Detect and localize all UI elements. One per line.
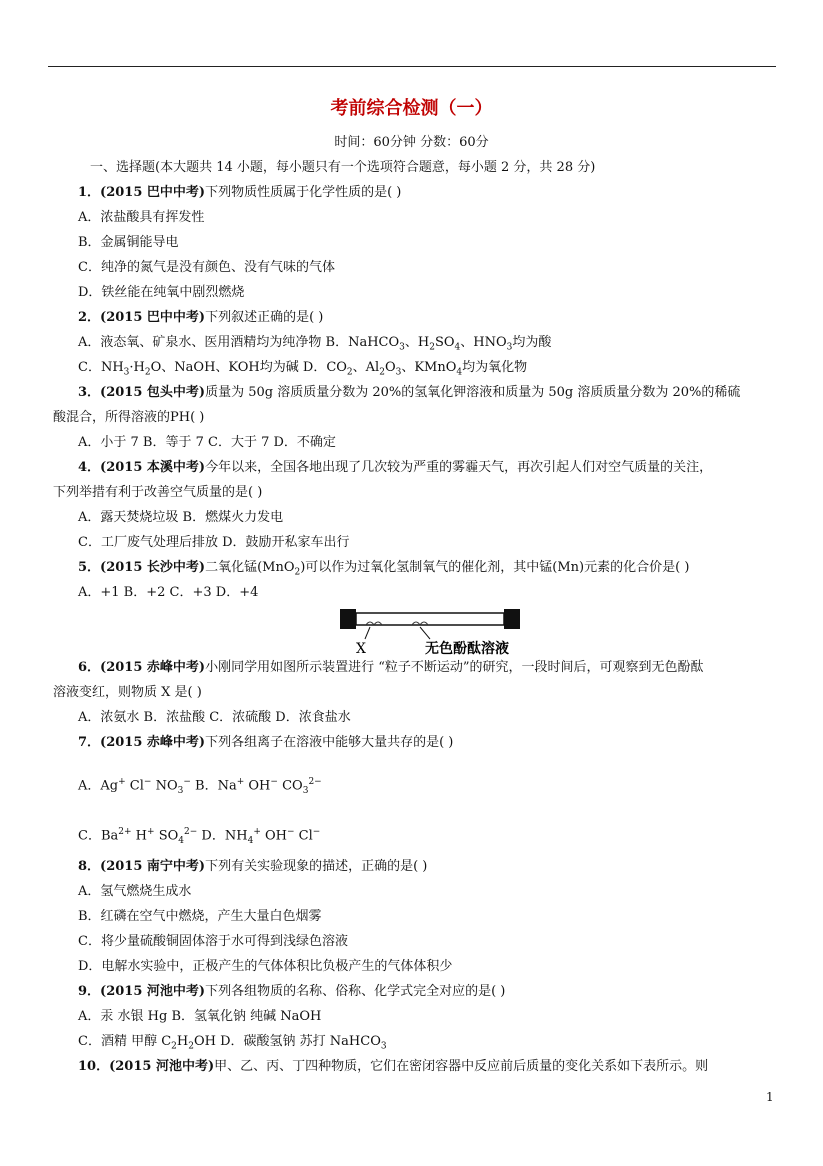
solution-pointer: [420, 627, 430, 639]
x-pointer: [365, 627, 370, 639]
right-stopper: [504, 609, 520, 629]
q6-options: A．浓氨水 B．浓盐酸 C．浓硫酸 D．浓食盐水: [78, 710, 351, 725]
q7-options-cd: C．$Ba^{2+}$ H+ $SO_4^{2-}$ D．$NH_4^+$ OH− Cl−: [78, 827, 321, 846]
question-6-cont: 溶液变红，则物质 X 是( ): [53, 685, 202, 700]
q1-option-b: B．金属铜能导电: [78, 235, 179, 250]
question-2: 2．(2015 巴中中考)下列叙述正确的是( ): [78, 310, 324, 325]
question-3: 3．(2015 包头中考)质量为 50g 溶质质量分数为 20%的氢氧化钾溶液和质量为 50g 溶质质量分数为 20%的稀硫: [78, 385, 741, 400]
q9-options-cd: C．酒精 甲醇 $C_2H_2OH$ D．碳酸氢钠 苏打 NaHCO$_3$: [78, 1034, 387, 1052]
experiment-figure: [330, 605, 530, 657]
page-number: 1: [766, 1090, 774, 1104]
label-solution: 无色酚酞溶液: [425, 641, 509, 657]
question-9: 9．(2015 河池中考)下列各组物质的名称、俗称、化学式完全对应的是( ): [78, 984, 506, 999]
q2-options-ab: A．液态氧、矿泉水、医用酒精均为纯净物 B．NaHCO$_3$、$H_2SO_4$、$HNO_3$均为酸: [78, 335, 552, 353]
question-6: 6．(2015 赤峰中考)小刚同学用如图所示装置进行 “粒子不断运动”的研究，一段时间后，可观察到无色酚酞: [78, 660, 704, 675]
page-title: 考前综合检测（一）: [330, 98, 493, 119]
q7-options-ab: A．Ag+ Cl− $NO_3^-$ B．Na+ OH− $CO_3^{2-}$: [78, 777, 322, 796]
q3-options: A．小于 7 B．等于 7 C．大于 7 D．不确定: [78, 435, 336, 450]
q4-options-ab: A．露天焚烧垃圾 B．燃煤火力发电: [78, 510, 284, 525]
question-4-cont: 下列举措有利于改善空气质量的是( ): [53, 485, 263, 500]
question-7: 7．(2015 赤峰中考)下列各组离子在溶液中能够大量共存的是( ): [78, 735, 454, 750]
q4-options-cd: C．工厂废气处理后排放 D．鼓励开私家车出行: [78, 535, 350, 550]
q5-options: A．+1 B．+2 C．+3 D．+4: [78, 585, 259, 600]
q9-options-ab: A．汞 水银 Hg B．氢氧化钠 纯碱 NaOH: [78, 1009, 322, 1024]
section-heading: 一、选择题(本大题共 14 小题，每小题只有一个选项符合题意，每小题 2 分，共 28 分): [90, 160, 596, 175]
q8-option-c: C．将少量硫酸铜固体溶于水可得到浅绿色溶液: [78, 934, 348, 949]
label-x: X: [356, 641, 366, 657]
q1-option-c: C．纯净的氮气是没有颜色、没有气味的气体: [78, 260, 335, 275]
q8-option-d: D．电解水实验中，正极产生的气体体积比负极产生的气体体积少: [78, 959, 453, 974]
question-1: 1．(2015 巴中中考)下列物质性质属于化学性质的是( ): [78, 185, 402, 200]
header-rule: [48, 66, 776, 67]
q1-option-a: A．浓盐酸具有挥发性: [78, 210, 205, 225]
exam-meta: 时间：60分钟 分数：60分: [334, 135, 489, 150]
question-3-cont: 酸混合，所得溶液的PH( ): [53, 410, 205, 425]
q8-option-b: B．红磷在空气中燃烧，产生大量白色烟雾: [78, 909, 322, 924]
q8-option-a: A．氢气燃烧生成水: [78, 884, 192, 899]
question-10: 10．(2015 河池中考)甲、乙、丙、丁四种物质，它们在密闭容器中反应前后质量的变化关系如下表所示。则: [78, 1059, 709, 1074]
glass-tube: [356, 613, 504, 625]
q1-option-d: D．铁丝能在纯氧中剧烈燃烧: [78, 285, 245, 300]
q2-options-cd: C．$NH_3\cdot H_2O$、NaOH、KOH均为碱 D．$CO_2$、$Al_2O_3$、KMnO$_4$均为氧化物: [78, 360, 528, 378]
left-stopper: [340, 609, 356, 629]
question-5: 5．(2015 长沙中考)二氧化锰(MnO$_2$)可以作为过氧化氢制氧气的催化剂，其中锰(Mn)元素的化合价是( ): [78, 560, 690, 578]
question-4: 4．(2015 本溪中考)今年以来，全国各地出现了几次较为严重的雾霾天气，再次引起人们对空气质量的关注，: [78, 460, 713, 475]
question-8: 8．(2015 南宁中考)下列有关实验现象的描述，正确的是( ): [78, 859, 428, 874]
